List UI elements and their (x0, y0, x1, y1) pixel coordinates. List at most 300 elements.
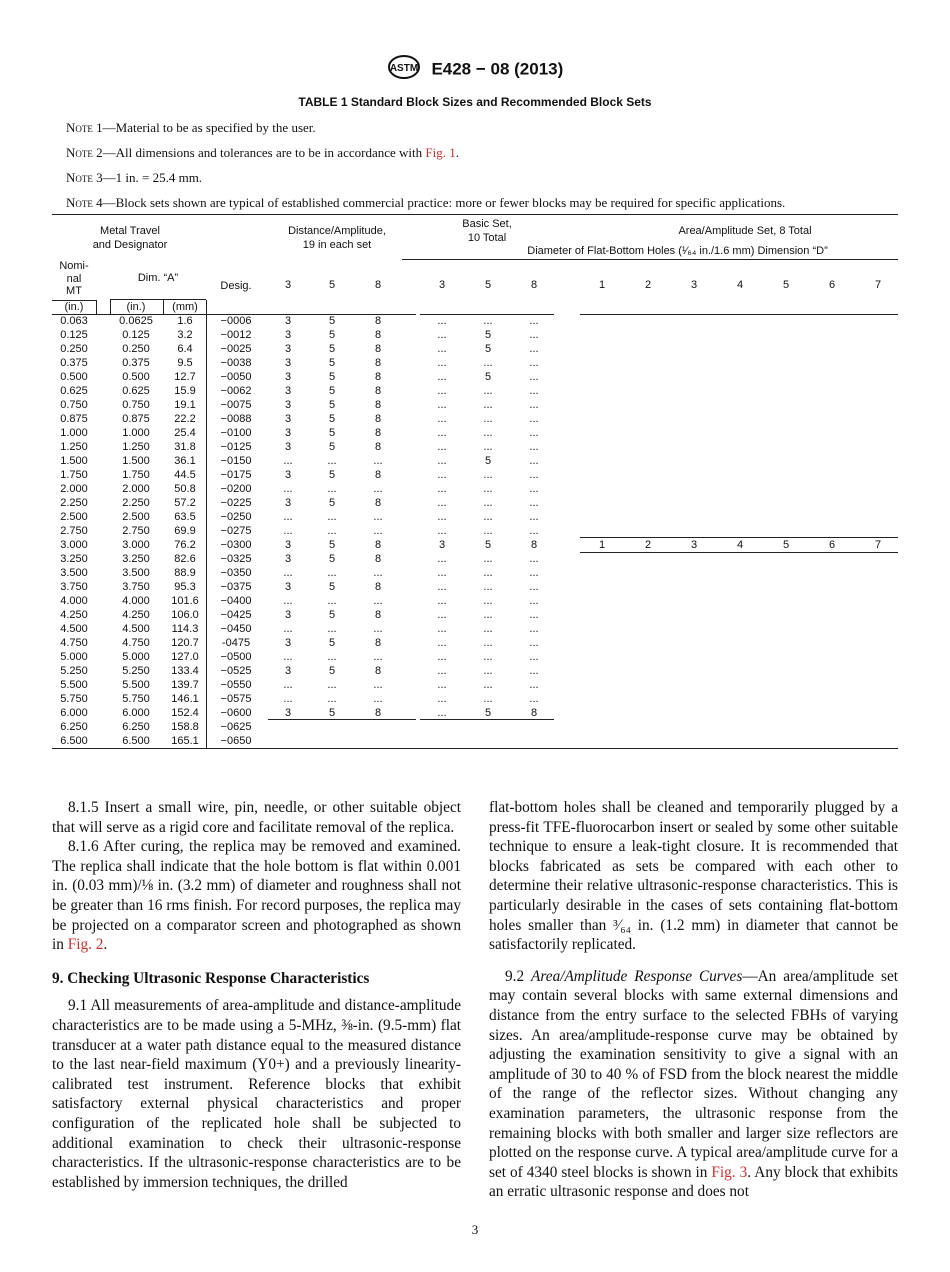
header-fbh-rule (402, 259, 898, 260)
table-cell: ... (529, 595, 539, 607)
table-cell: 2.500 (60, 511, 88, 523)
table-cell: 50.8 (174, 483, 196, 495)
table-cell: 3.250 (60, 553, 88, 565)
table-cell: 0.250 (122, 343, 150, 355)
table-cell: 95.3 (174, 581, 196, 593)
table-cell: 3.250 (122, 553, 150, 565)
table-cell: 6.4 (177, 343, 193, 355)
astm-logo-icon (387, 54, 421, 85)
table-cell: 3 (438, 539, 446, 551)
table-cell: ... (373, 511, 383, 523)
fig-2-link[interactable]: Fig. 2 (67, 936, 104, 954)
table-cell: 8 (374, 469, 382, 481)
header-desig: Desig. (220, 280, 252, 292)
table-cell: ... (529, 385, 539, 397)
table-cell: ... (373, 483, 383, 495)
table-cell: ... (373, 525, 383, 537)
table-cell: ... (529, 581, 539, 593)
table-cell: 4.000 (122, 595, 150, 607)
table-cell: 2.250 (122, 497, 150, 509)
table-cell: ... (437, 399, 447, 411)
table-cell: 6.500 (122, 735, 150, 747)
para-9-1: 9.1 All measurements of area-amplitude and distance-amplitude characteristics are to be made using a 5-MHz, ⅜-in. (9.5-mm) flat transducer at a water path distance equal to the measured distance to the last near-field maximum (Y0+) and a previously linearity-calibrated test instrument. Reference blocks that exhibit satisfactory external physical characteristics and proper configuration of the replicated hole shall be subjected to additional examination to check their ultrasonic-response characteristics. If the ultrasonic-response characteristics are to be established by immersion techniques, the drilled (52, 997, 461, 1191)
table-cell: 69.9 (174, 525, 196, 537)
table-cell: −0625 (220, 721, 252, 733)
body-column-right (489, 798, 898, 1202)
header-dim-a: Dim. “A” (137, 272, 179, 284)
table-cell: ... (283, 525, 293, 537)
table-cell: 4.250 (60, 609, 88, 621)
table-cell: 8 (374, 581, 382, 593)
table-cell: ... (327, 525, 337, 537)
table-cell: ... (437, 553, 447, 565)
table-cell: 5 (328, 581, 336, 593)
table-cell: ... (283, 567, 293, 579)
table-cell: 3 (284, 315, 292, 327)
table-cell: 6.500 (60, 735, 88, 747)
header-basic-col: 8 (530, 279, 538, 291)
table-cell: ... (283, 651, 293, 663)
table-cell: 8 (374, 315, 382, 327)
header-unit-in-nominal: (in.) (64, 301, 84, 313)
area-set-cell: 6 (828, 539, 836, 551)
table-cell: ... (529, 455, 539, 467)
table-cell: −0038 (220, 357, 252, 369)
table-cell: 5.750 (60, 693, 88, 705)
table-cell: 0.375 (60, 357, 88, 369)
para-8-1-5: 8.1.5 Insert a small wire, pin, needle, or other suitable object that will serve as a rigid core and facilitate removal of the replica. (52, 799, 461, 836)
table-cell: 3 (284, 343, 292, 355)
table-cell: 1.750 (122, 469, 150, 481)
table-cell: ... (529, 413, 539, 425)
vrule-dim-a-right (206, 300, 207, 314)
table-cell: ... (373, 651, 383, 663)
table-cell: 2.500 (122, 511, 150, 523)
para-9-1-cont: flat-bottom holes shall be cleaned and temporarily plugged by a press-fit TFE-fluorocarbon insert or sealed by some other suitable technique to ensure a leak-tight closure. It is recommended that blocks fabricated as sets be compared with each other to determine their relative ultrasonic-response characteristics. This is particularly desirable in the cases of sets containing flat-bottom holes smaller than ³⁄₆₄ in. (1.2 mm) in diameter that cannot be satisfactorily replicated. (489, 799, 898, 954)
header-area-col: 4 (736, 279, 744, 291)
table-cell: 6.000 (60, 707, 88, 719)
header-metal-travel: Metal Travel and Designator (92, 225, 168, 251)
svg-text:ASTM: ASTM (389, 63, 418, 74)
table-cell: ... (529, 329, 539, 341)
table-cell: 8 (374, 707, 382, 719)
table-cell: 1.6 (177, 315, 193, 327)
table-cell: 5 (328, 539, 336, 551)
header-area-col: 7 (874, 279, 882, 291)
table-cell: ... (327, 567, 337, 579)
table-cell: ... (373, 567, 383, 579)
table-cell: 165.1 (171, 735, 199, 747)
table-cell: 4.000 (60, 595, 88, 607)
area-set-cell: 4 (736, 539, 744, 551)
table-cell: 5.500 (60, 679, 88, 691)
table-cell: ... (483, 609, 493, 621)
table-cell: ... (483, 553, 493, 565)
area-set-cell: 2 (644, 539, 652, 551)
table-cell: 2.750 (60, 525, 88, 537)
header-unit-mm: (mm) (172, 301, 198, 313)
vrule-nominal (96, 300, 97, 314)
body-column-left (52, 798, 461, 1192)
table-cell: ... (283, 595, 293, 607)
table-cell: 1.250 (122, 441, 150, 453)
table-cell: ... (437, 693, 447, 705)
table-cell: 5.250 (60, 665, 88, 677)
table-cell: ... (483, 651, 493, 663)
document-header (0, 54, 950, 85)
table-cell: ... (529, 609, 539, 621)
table-cell: 15.9 (174, 385, 196, 397)
table-cell: ... (437, 497, 447, 509)
header-bottom-rule-area (580, 314, 898, 315)
table-cell: 44.5 (174, 469, 196, 481)
table-cell: 3 (284, 413, 292, 425)
table-cell: ... (483, 413, 493, 425)
table-cell: 3 (284, 539, 292, 551)
table-cell: ... (327, 693, 337, 705)
table-cell: −0088 (220, 413, 252, 425)
table-cell: ... (483, 567, 493, 579)
table-cell: 0.375 (122, 357, 150, 369)
table-cell: 3 (284, 581, 292, 593)
table-cell: 4.500 (122, 623, 150, 635)
table-cell: 22.2 (174, 413, 196, 425)
table-cell: 5 (484, 707, 492, 719)
table-cell: ... (327, 483, 337, 495)
table-cell: 5 (328, 399, 336, 411)
header-area-col: 2 (644, 279, 652, 291)
table-cell: ... (529, 357, 539, 369)
table-cell: ... (283, 623, 293, 635)
table-cell: 3 (284, 441, 292, 453)
table-cell: ... (437, 441, 447, 453)
table-cell: 0.875 (122, 413, 150, 425)
table-cell: ... (437, 707, 447, 719)
table-cell: −0062 (220, 385, 252, 397)
table-cell: 4.750 (122, 637, 150, 649)
table-cell: −0200 (220, 483, 252, 495)
table-cell: ... (437, 567, 447, 579)
table-cell: 2.750 (122, 525, 150, 537)
table-cell: ... (373, 623, 383, 635)
table-cell: 88.9 (174, 567, 196, 579)
table-cell: 6.250 (122, 721, 150, 733)
table-cell: ... (483, 427, 493, 439)
table-cell: 82.6 (174, 553, 196, 565)
header-area-col: 6 (828, 279, 836, 291)
table-cell: 31.8 (174, 441, 196, 453)
header-area-col: 5 (782, 279, 790, 291)
section-9-heading: 9. Checking Ultrasonic Response Characteristics (52, 969, 370, 987)
table-cell: ... (373, 595, 383, 607)
table-cell: 3 (284, 497, 292, 509)
table-cell: ... (483, 679, 493, 691)
table-cell: 5 (484, 539, 492, 551)
page-number: 3 (471, 1222, 479, 1237)
table-cell: 106.0 (171, 609, 199, 621)
table-cell: 3 (284, 707, 292, 719)
table-cell: −0400 (220, 595, 252, 607)
table-cell: ... (529, 427, 539, 439)
header-da-col: 8 (374, 279, 382, 291)
table-cell: 1.750 (60, 469, 88, 481)
table-cell: 0.750 (60, 399, 88, 411)
table-cell: −0050 (220, 371, 252, 383)
vrule-desig-left (206, 315, 207, 748)
table-cell: 36.1 (174, 455, 196, 467)
fig-3-link[interactable]: Fig. 3 (711, 1163, 748, 1181)
table-cell: −0025 (220, 343, 252, 355)
table-cell: −0375 (220, 581, 252, 593)
table-cell: ... (327, 623, 337, 635)
table-cell: 5 (328, 665, 336, 677)
table-cell: 1.500 (60, 455, 88, 467)
table-cell: 5 (328, 371, 336, 383)
table-cell: 139.7 (171, 679, 199, 691)
table-cell: 0.125 (60, 329, 88, 341)
table-cell: ... (529, 399, 539, 411)
table-cell: 3 (284, 553, 292, 565)
table-cell: 8 (374, 371, 382, 383)
table-cell: 5 (328, 609, 336, 621)
table-cell: 3 (284, 427, 292, 439)
vrule-dim-a-left (110, 300, 111, 314)
table-cell: 25.4 (174, 427, 196, 439)
table-cell: −0006 (220, 315, 252, 327)
table-cell: 6.250 (60, 721, 88, 733)
table-cell: 1.500 (122, 455, 150, 467)
table-cell: 6.000 (122, 707, 150, 719)
header-basic-set: Basic Set, 10 Total (462, 218, 512, 244)
table-cell: 3 (284, 609, 292, 621)
table-cell: 5 (484, 455, 492, 467)
table-cell: −0425 (220, 609, 252, 621)
table-cell: ... (437, 665, 447, 677)
table-cell: 19.1 (174, 399, 196, 411)
table-cell: 3.500 (60, 567, 88, 579)
area-set-cell: 1 (598, 539, 606, 551)
table-cell: ... (373, 679, 383, 691)
table-cell: ... (437, 525, 447, 537)
table-cell: ... (483, 399, 493, 411)
table-cell: ... (529, 665, 539, 677)
table-cell: −0325 (220, 553, 252, 565)
table-cell: −0075 (220, 399, 252, 411)
table-cell: ... (437, 581, 447, 593)
table-cell: 3 (284, 399, 292, 411)
table-cell: ... (483, 623, 493, 635)
table-cell: ... (483, 469, 493, 481)
table-cell: ... (327, 511, 337, 523)
table-note-1: Note 1—Material to be as specified by the user. (66, 120, 316, 135)
table-cell: 4.750 (60, 637, 88, 649)
table-cell: 0.500 (122, 371, 150, 383)
table-cell: ... (483, 525, 493, 537)
para-9-2: 9.2 Area/Amplitude Response Curves—An area/amplitude set may contain several blocks with same external dimensions and distance from the entry surface to the selected FBHs of varying sizes. An area/amplitude-response curve may be obtained by adjusting the examination sensitivity to give a signal with an amplitude of 30 to 40 % of FSD from the block nearest the middle of the range of the reflector sizes. Without changing any examination parameters, the ultrasonic response from the remaining blocks with both smaller and larger size reflectors are plotted on the response curve. A typical area/amplitude curve for a set of 4340 steel blocks is shown in Fig. 3. Any block that exhibits an erratic ultrasonic response and does not (489, 967, 898, 1201)
table-cell: 0.750 (122, 399, 150, 411)
table-cell: 57.2 (174, 497, 196, 509)
table-note-2: Note 2—All dimensions and tolerances are to be in accordance with Fig. 1. (66, 145, 459, 160)
table-cell: 0.625 (122, 385, 150, 397)
table-cell: ... (483, 315, 493, 327)
table-cell: ... (529, 315, 539, 327)
table-cell: 8 (374, 343, 382, 355)
table-cell: ... (437, 623, 447, 635)
table-cell: 2.000 (122, 483, 150, 495)
table-cell: −0175 (220, 469, 252, 481)
vrule-dim-a-mid (163, 300, 164, 314)
table-note-4: Note 4—Block sets shown are typical of established commercial practice: more or fewer blocks may be required for specific applications. (66, 195, 786, 210)
table-cell: ... (437, 679, 447, 691)
table-top-rule (52, 214, 898, 215)
table-cell: ... (529, 623, 539, 635)
block-sizes-table (52, 214, 898, 750)
table-cell: 5 (328, 441, 336, 453)
para-8-1-6: 8.1.6 After curing, the replica may be removed and examined. The replica shall indicate that the hole bottom is flat within 0.001 in. (0.03 mm)/⅛ in. (3.2 mm) of diameter and roughness shall not be greater than 16 rms finish. For record purposes, the replica may be projected on a comparator screen and photographed as shown in Fig. 2. (52, 838, 461, 954)
table-cell: 101.6 (171, 595, 199, 607)
table-cell: ... (283, 455, 293, 467)
table-cell: −0450 (220, 623, 252, 635)
table-cell: ... (529, 511, 539, 523)
table-cell: ... (529, 651, 539, 663)
table-cell: 1.250 (60, 441, 88, 453)
table-note-3: Note 3—1 in. = 25.4 mm. (66, 170, 203, 185)
table-cell: 12.7 (174, 371, 196, 383)
fig-1-link[interactable]: Fig. 1 (425, 145, 456, 160)
table-cell: −0350 (220, 567, 252, 579)
table-cell: ... (529, 525, 539, 537)
table-cell: 4.250 (122, 609, 150, 621)
table-cell: 3 (284, 637, 292, 649)
table-cell: −0500 (220, 651, 252, 663)
table-cell: 76.2 (174, 539, 196, 551)
table-cell: 5 (328, 497, 336, 509)
header-da-col: 3 (284, 279, 292, 291)
table-cell: ... (283, 483, 293, 495)
header-basic-col: 5 (484, 279, 492, 291)
table-cell: −0125 (220, 441, 252, 453)
table-cell: 8 (374, 609, 382, 621)
table-cell: ... (437, 357, 447, 369)
table-cell: ... (529, 497, 539, 509)
table-cell: −0100 (220, 427, 252, 439)
table-cell: 3.750 (122, 581, 150, 593)
table-cell: −0275 (220, 525, 252, 537)
table-cell: 63.5 (174, 511, 196, 523)
table-cell: 3.750 (60, 581, 88, 593)
table-cell: 3.000 (60, 539, 88, 551)
table-cell: ... (483, 581, 493, 593)
table-cell: ... (437, 511, 447, 523)
table-cell: 5 (328, 315, 336, 327)
table-cell: 3 (284, 385, 292, 397)
table-cell: 5 (328, 707, 336, 719)
table-cell: ... (437, 371, 447, 383)
table-cell: ... (437, 483, 447, 495)
table-cell: 5 (328, 329, 336, 341)
table-cell: ... (483, 693, 493, 705)
table-cell: 5.000 (122, 651, 150, 663)
table-cell: 8 (374, 665, 382, 677)
da-bottom-rule (268, 719, 416, 720)
table-cell: 8 (374, 497, 382, 509)
table-cell: ... (437, 455, 447, 467)
table-cell: 5.750 (122, 693, 150, 705)
table-cell: 158.8 (171, 721, 199, 733)
table-cell: ... (529, 637, 539, 649)
table-cell: 152.4 (171, 707, 199, 719)
table-cell: ... (437, 637, 447, 649)
table-cell: ... (529, 469, 539, 481)
table-cell: 5 (484, 343, 492, 355)
table-cell: 5 (484, 329, 492, 341)
table-cell: -0475 (221, 637, 251, 649)
document-designation: E428 − 08 (2013) (431, 59, 564, 79)
table-cell: ... (437, 343, 447, 355)
table-cell: ... (327, 679, 337, 691)
table-cell: ... (283, 511, 293, 523)
table-cell: 114.3 (171, 623, 199, 635)
header-distance-amplitude: Distance/Amplitude, 19 in each set (288, 225, 386, 251)
header-unit-in: (in.) (126, 301, 146, 313)
table-cell: ... (373, 455, 383, 467)
table-cell: 5 (328, 469, 336, 481)
table-cell: 8 (374, 399, 382, 411)
table-cell: 3 (284, 469, 292, 481)
table-cell: 133.4 (171, 665, 199, 677)
table-cell: ... (529, 553, 539, 565)
table-cell: 2.000 (60, 483, 88, 495)
area-set-cell: 7 (874, 539, 882, 551)
table-title: TABLE 1 Standard Block Sizes and Recommended Block Sets (298, 95, 652, 109)
table-cell: ... (437, 609, 447, 621)
table-cell: ... (437, 469, 447, 481)
table-cell: 127.0 (171, 651, 199, 663)
table-cell: 1.000 (60, 427, 88, 439)
table-cell: ... (437, 427, 447, 439)
table-cell: 8 (530, 707, 538, 719)
table-cell: 8 (374, 427, 382, 439)
table-cell: ... (483, 511, 493, 523)
table-cell: 8 (374, 357, 382, 369)
header-area-col: 3 (690, 279, 698, 291)
table-cell: 5 (328, 413, 336, 425)
header-fbh-diameter: Diameter of Flat-Bottom Holes (¹⁄₆₄ in./1.6 mm) Dimension “D” (527, 245, 828, 257)
table-cell: 4.500 (60, 623, 88, 635)
table-cell: −0650 (220, 735, 252, 747)
table-cell: ... (529, 483, 539, 495)
table-cell: 3.2 (177, 329, 193, 341)
table-cell: −0600 (220, 707, 252, 719)
table-cell: ... (529, 371, 539, 383)
table-cell: ... (529, 567, 539, 579)
table-cell: −0300 (220, 539, 252, 551)
table-cell: 5 (328, 427, 336, 439)
table-cell: ... (483, 637, 493, 649)
table-cell: −0012 (220, 329, 252, 341)
table-cell: 0.0625 (119, 315, 153, 327)
table-cell: 3.500 (122, 567, 150, 579)
table-cell: 3 (284, 665, 292, 677)
table-bottom-rule (52, 748, 898, 749)
table-cell: 0.250 (60, 343, 88, 355)
table-cell: 0.063 (60, 315, 88, 327)
table-cell: 9.5 (177, 357, 193, 369)
table-cell: 8 (374, 413, 382, 425)
table-cell: ... (529, 343, 539, 355)
table-cell: 0.500 (60, 371, 88, 383)
table-cell: ... (437, 315, 447, 327)
